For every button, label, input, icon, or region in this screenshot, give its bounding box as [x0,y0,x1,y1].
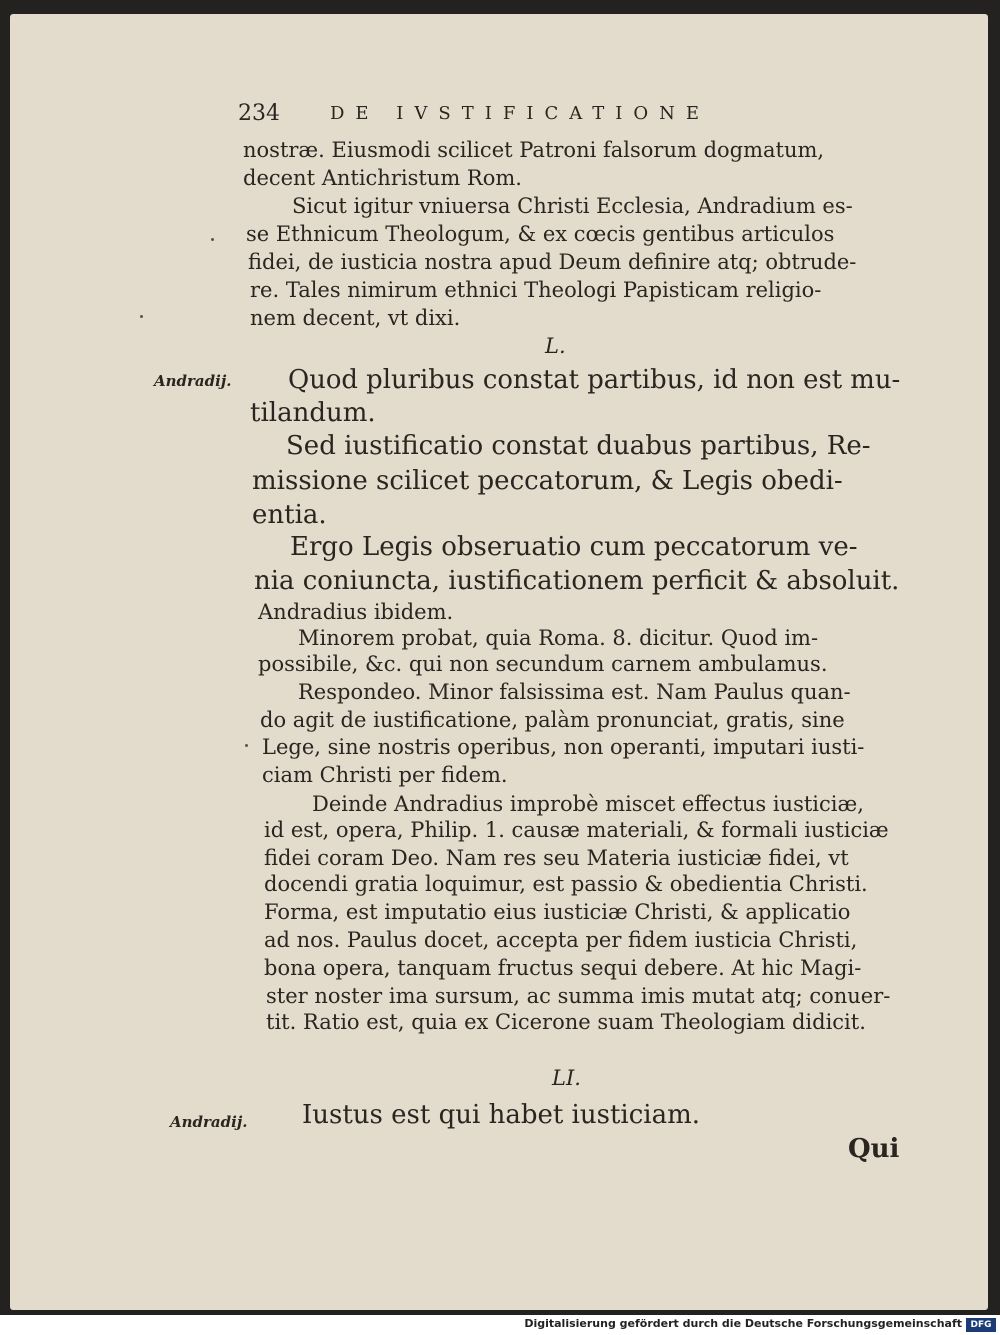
section-heading: L. [545,334,566,358]
text-line: Andradius ibidem. [258,600,454,624]
text-line: bona opera, tanquam fructus sequi debere. At hic Magi- [264,956,862,980]
text-line: fidei, de iusticia nostra apud Deum definire atq; obtrude- [248,250,857,274]
ink-mark [211,238,214,241]
text-line: Forma, est imputatio eius iusticiæ Christi, & applicatio [264,900,851,924]
text-line: docendi gratia loquimur, est passio & obedientia Christi. [264,872,868,896]
text-line: id est, opera, Philip. 1. causæ materiali, & formali iusticiæ [264,818,889,842]
text-line: Quod pluribus constat partibus, id non est mu- [288,365,901,395]
text-line: re. Tales nimirum ethnici Theologi Papisticam religio- [250,278,822,302]
text-line: ad nos. Paulus docet, accepta per fidem iusticia Christi, [264,928,858,952]
catchword: Qui [848,1134,900,1164]
text-line: Ergo Legis obseruatio cum peccatorum ve- [290,532,858,562]
text-line: nia coniuncta, iustificationem perficit & absoluit. [254,566,900,596]
section-heading: LI. [552,1066,581,1090]
dfg-logo: DFG [966,1318,996,1332]
text-line: ciam Christi per fidem. [262,763,508,787]
text-line: Respondeo. Minor falsissima est. Nam Paulus quan- [298,680,851,704]
text-line: Iustus est qui habet iusticiam. [302,1100,701,1130]
text-line: Lege, sine nostris operibus, non operanti, imputari iusti- [262,735,865,759]
text-line: do agit de iustificatione, palàm pronunciat, gratis, sine [260,708,845,732]
text-line: fidei coram Deo. Nam res seu Materia iusticiæ fidei, vt [264,846,849,870]
text-line: Deinde Andradius improbè miscet effectus iusticiæ, [312,792,864,816]
running-title: DE IVSTIFICATIONE [330,103,710,124]
text-line: possibile, &c. qui non secundum carnem ambulamus. [258,652,828,676]
text-line: Sicut igitur vniuersa Christi Ecclesia, Andradium es- [292,194,853,218]
margin-note: Andradij. [154,372,232,390]
text-line: nostræ. Eiusmodi scilicet Patroni falsorum dogmatum, [243,138,825,162]
text-line: entia. [252,500,327,530]
footer-text: Digitalisierung gefördert durch die Deutsche Forschungsgemeinschaft [524,1317,962,1330]
ink-mark [140,315,143,318]
digitization-footer [0,1316,1000,1335]
text-line: Sed iustificatio constat duabus partibus, Re- [286,431,871,461]
page-number: 234 [238,101,280,126]
text-line: tit. Ratio est, quia ex Cicerone suam Theologiam didicit. [266,1010,866,1034]
text-line: se Ethnicum Theologum, & ex cœcis gentibus articulos [246,222,835,246]
ink-mark [245,744,248,747]
text-line: Minorem probat, quia Roma. 8. dicitur. Quod im- [298,626,819,650]
margin-note: Andradij. [170,1113,248,1131]
text-line: tilandum. [250,398,376,428]
text-line: ster noster ima sursum, ac summa imis mutat atq; conuer- [266,984,891,1008]
text-line: decent Antichristum Rom. [243,166,522,190]
text-line: nem decent, vt dixi. [250,306,461,330]
text-line: missione scilicet peccatorum, & Legis obedi- [252,466,843,496]
